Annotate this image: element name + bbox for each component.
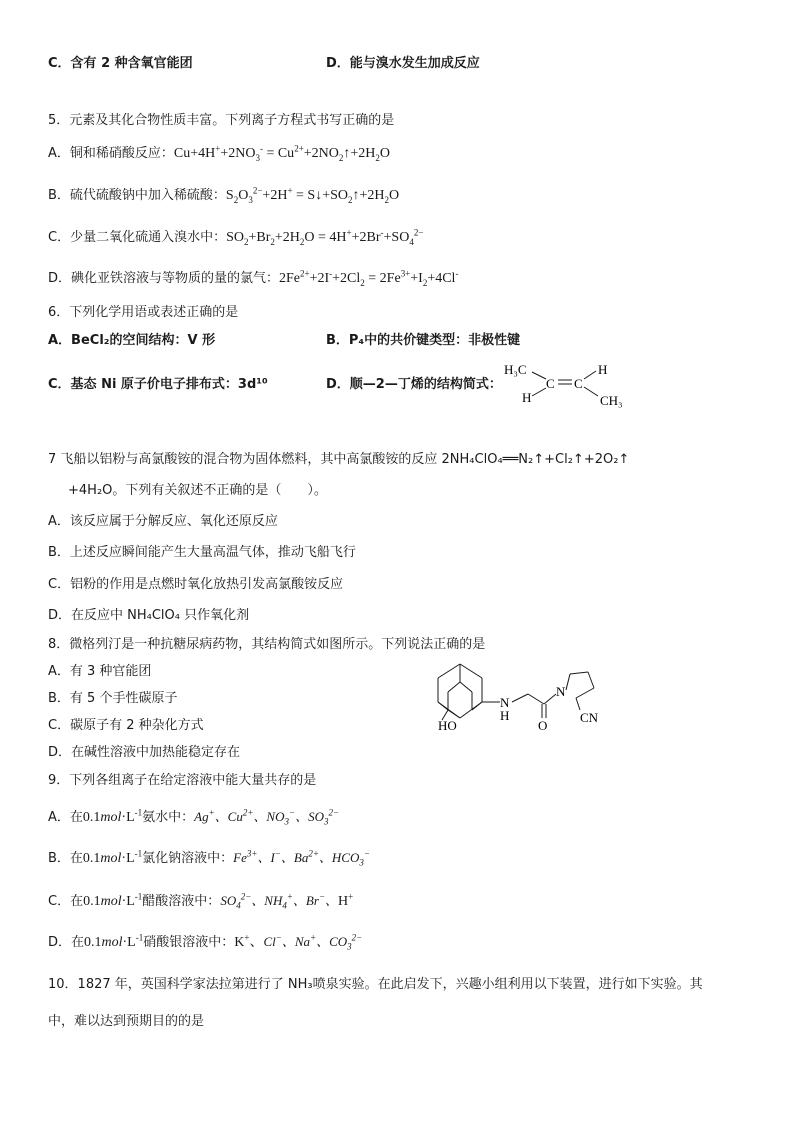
q8-option-b: B．有 5 个手性碳原子 xyxy=(48,691,178,706)
q9-option-b xyxy=(48,849,370,868)
q10-stem-line2: 中，难以达到预期目的的是 xyxy=(48,1014,205,1029)
q4-option-d-text: D．能与溴水发生加成反应 xyxy=(326,56,480,71)
q5-option-a-equation: $Cu+4H^++2NO_3^-$ = $Cu^{2+}+2NO_2↑+2H_2O$ xyxy=(173,143,391,163)
q9-option-a-conc: $0.1mol\cdot L^{-1}$ xyxy=(82,807,143,825)
q7-option-b: B．上述反应瞬间能产生大量高温气体，推动飞船飞行 xyxy=(48,545,356,560)
q9-option-b-solution: 氯化钠溶液中： xyxy=(142,851,234,866)
q5-option-d-equation: $2Fe^{2+}+2I^-+2Cl_2 = 2Fe^{3+}+I_2+4Cl^-$ xyxy=(279,268,459,288)
q8-option-d: D．在碱性溶液中加热能稳定存在 xyxy=(48,745,241,760)
q9-option-d-label: D．在 xyxy=(48,935,85,950)
butene-h-top: H xyxy=(598,362,608,377)
q4-option-d xyxy=(326,55,480,73)
vildagliptin-structure xyxy=(420,660,620,740)
vildagliptin-n2-label: N xyxy=(556,684,566,699)
q9-option-d-conc: $0.1mol\cdot L^{-1}$ xyxy=(84,932,144,950)
q7-stem-line2: +4H₂O。下列有关叙述不正确的是（ ）。 xyxy=(68,483,327,498)
q9-option-d-ions: Cl−、Na+、$CO_3^{2-}$ xyxy=(263,932,363,952)
q6-option-c: C．基态 Ni 原子价电子排布式：3d¹⁰ xyxy=(48,377,268,392)
q5-option-a-label: A．铜和稀硝酸反应： xyxy=(48,146,174,161)
q5-option-b-label: B．硫代硫酸钠中加入稀硫酸： xyxy=(48,188,226,203)
butene-ch3: CH₃ xyxy=(600,393,623,408)
butene-h3c: H₃C xyxy=(504,362,527,377)
q7-option-c: C．铝粉的作用是点燃时氧化放热引发高氯酸铵反应 xyxy=(48,577,344,592)
q9-option-c xyxy=(48,892,353,911)
q9-option-d xyxy=(48,933,362,952)
q7-option-a: A．该反应属于分解反应、氧化还原反应 xyxy=(48,514,278,529)
q9-option-a-label: A．在 xyxy=(48,810,83,825)
q5-option-d xyxy=(48,270,458,288)
vildagliptin-ho-label: HO xyxy=(438,718,457,733)
q5-stem: 5．元素及其化合物性质丰富。下列离子方程式书写正确的是 xyxy=(48,113,395,128)
vildagliptin-h-label: H xyxy=(500,708,510,723)
q9-option-b-ions: $Fe^{3+}$、I−、$Ba^{2+}$、$HCO_3^-$ xyxy=(233,848,370,868)
q5-option-c-label: C．少量二氧化硫通入溴水中： xyxy=(48,230,227,245)
butene-c1: C xyxy=(546,376,555,391)
q9-option-c-ions: $SO_4^{2-}$、$NH_4^+$、Br−、 xyxy=(220,891,339,911)
q4-option-c xyxy=(48,55,193,73)
q7-stem-line1: 7 飞船以铝粉与高氯酸铵的混合物为固体燃料，其中高氯酸铵的反应 2NH₄ClO₄══N₂↑+Cl₂↑+2O₂↑ xyxy=(48,452,630,467)
q5-option-a xyxy=(48,145,390,163)
q9-option-c-label: C．在 xyxy=(48,894,84,909)
q5-option-c xyxy=(48,229,423,247)
q5-option-b xyxy=(48,187,399,205)
q9-option-d-kplus: K+、 xyxy=(234,932,264,950)
q9-option-a xyxy=(48,808,339,827)
vildagliptin-cn-label: CN xyxy=(580,710,599,725)
q4-option-c-text: C．含有 2 种含氧官能团 xyxy=(48,56,193,71)
q8-option-c: C．碳原子有 2 种杂化方式 xyxy=(48,718,204,733)
vildagliptin-o-label: O xyxy=(538,718,548,733)
q9-option-d-solution: 硝酸银溶液中： xyxy=(143,935,235,950)
cis-2-butene-structure xyxy=(500,358,640,410)
q9-stem: 9．下列各组离子在给定溶液中能大量共存的是 xyxy=(48,773,317,788)
q6-option-b: B．P₄中的共价键类型：非极性键 xyxy=(326,333,521,348)
q6-option-d: D．顺—2—丁烯的结构简式： xyxy=(326,377,502,392)
q6-stem: 6．下列化学用语或表述正确的是 xyxy=(48,305,239,320)
q5-option-d-label: D．碘化亚铁溶液与等物质的量的氯气： xyxy=(48,271,280,286)
vildagliptin-n1-label: N xyxy=(500,695,510,710)
q8-option-a: A．有 3 种官能团 xyxy=(48,664,152,679)
q7-option-d: D．在反应中 NH₄ClO₄ 只作氧化剂 xyxy=(48,608,250,623)
q9-option-a-ions: Ag+、$Cu^{2+}$、$NO_3^-$、$SO_3^{2-}$ xyxy=(194,807,340,827)
q9-option-c-hplus: H+ xyxy=(338,891,354,909)
q5-option-b-equation: $S_2O_3^{2-}+2H^+$ = $S↓+SO_2↑+2H_2O$ xyxy=(225,185,400,205)
butene-c2: C xyxy=(574,376,583,391)
q9-option-b-conc: $0.1mol\cdot L^{-1}$ xyxy=(82,848,143,866)
q5-option-c-equation: $SO_2+Br_2+2H_2O = 4H^++2Br^-+SO_4^{2-}$ xyxy=(226,227,424,247)
q8-stem: 8．微格列汀是一种抗糖尿病药物，其结构简式如图所示。下列说法正确的是 xyxy=(48,637,486,652)
butene-h-bot: H xyxy=(522,390,532,405)
q10-stem-line1: 10．1827 年，英国科学家法拉第进行了 NH₃喷泉实验。在此启发下，兴趣小组利用以下装置，进行如下实验。其 xyxy=(48,977,703,992)
q9-option-a-solution: 氨水中： xyxy=(142,810,195,825)
q9-option-c-conc: $0.1mol\cdot L^{-1}$ xyxy=(83,891,143,909)
q6-option-a: A．BeCl₂的空间结构：V 形 xyxy=(48,333,216,348)
q9-option-b-label: B．在 xyxy=(48,851,83,866)
q9-option-c-solution: 醋酸溶液中： xyxy=(142,894,221,909)
